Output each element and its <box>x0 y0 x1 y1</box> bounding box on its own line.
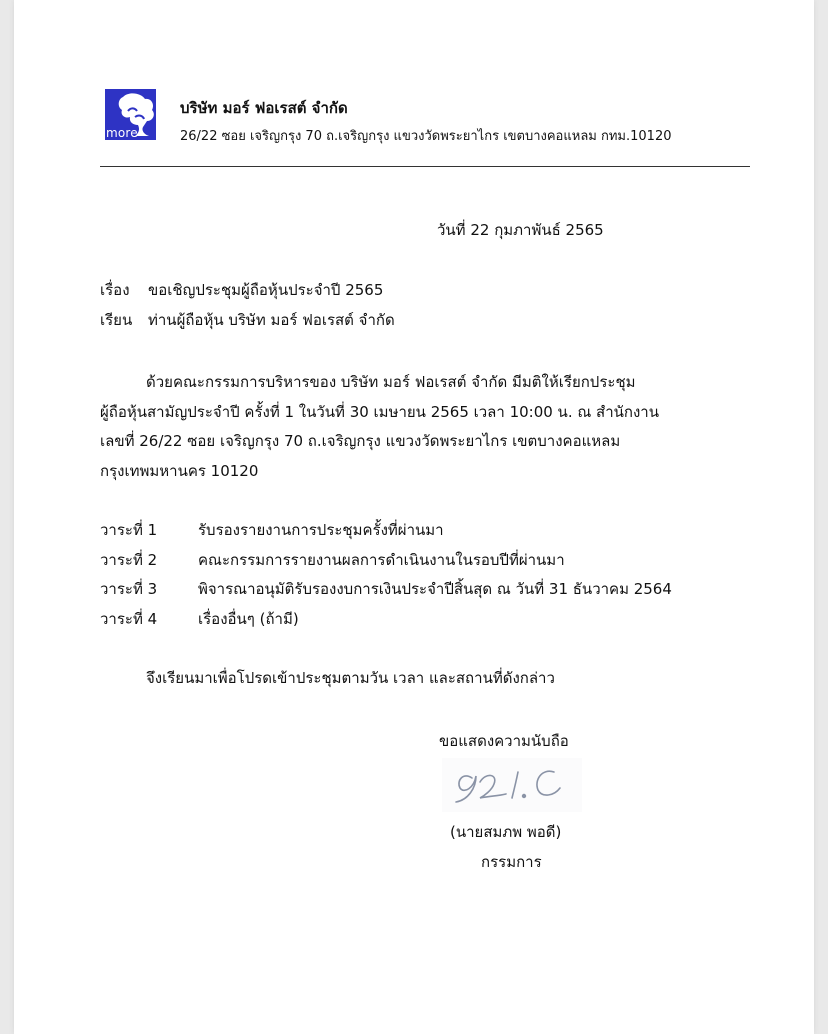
agenda-item <box>100 516 672 546</box>
agenda-item <box>100 605 672 635</box>
salutation-label: เรียน <box>100 311 133 329</box>
agenda-item <box>100 546 672 576</box>
agenda-list <box>100 516 672 634</box>
agenda-text: รับรองรายงานการประชุมครั้งที่ผ่านมา <box>198 521 444 539</box>
subject-label: เรื่อง <box>100 281 130 299</box>
body-line: ผู้ถือหุ้นสามัญประจำปี ครั้งที่ 1 ในวันที่ 30 เมษายน 2565 เวลา 10:00 น. ณ สำนักงาน <box>100 402 659 421</box>
letter-page <box>14 0 814 1034</box>
agenda-text: พิจารณาอนุมัติรับรองงบการเงินประจำปีสิ้นสุด ณ วันที่ 31 ธันวาคม 2564 <box>198 580 672 598</box>
body-line: กรุงเทพมหานคร 10120 <box>100 461 259 480</box>
agenda-text: คณะกรรมการรายงานผลการดำเนินงานในรอบปีที่ผ่านมา <box>198 550 565 569</box>
signature-image <box>442 758 582 812</box>
subject-text: ขอเชิญประชุมผู้ถือหุ้นประจำปี 2565 <box>148 281 384 299</box>
agenda-item <box>100 575 672 605</box>
salutation-line <box>100 308 395 332</box>
body-line: เลขที่ 26/22 ซอย เจริญกรุง 70 ถ.เจริญกรุง แขวงวัดพระยาไกร เขตบางคอแหลม <box>100 432 621 450</box>
subject-line <box>100 278 383 302</box>
header-divider <box>100 166 750 167</box>
company-name: บริษัท มอร์ ฟอเรสต์ จำกัด <box>180 99 348 117</box>
agenda-label: วาระที่ 2 <box>100 550 158 569</box>
signer-name: (นายสมภพ พอดี) <box>450 823 562 841</box>
closing-sentence: จึงเรียนมาเพื่อโปรดเข้าประชุมตามวัน เวลา และสถานที่ดังกล่าว <box>146 669 555 687</box>
agenda-label: วาระที่ 4 <box>100 609 158 628</box>
company-logo <box>105 89 156 140</box>
logo-text: more <box>106 126 138 140</box>
company-address: 26/22 ซอย เจริญกรุง 70 ถ.เจริญกรุง แขวงวัดพระยาไกร เขตบางคอแหลม กทม.10120 <box>180 129 672 144</box>
signer-title: กรรมการ <box>481 853 542 871</box>
salutation-text: ท่านผู้ถือหุ้น บริษัท มอร์ ฟอเรสต์ จำกัด <box>148 311 395 329</box>
body-line: ด้วยคณะกรรมการบริหารของ บริษัท มอร์ ฟอเรสต์ จำกัด มีมติให้เรียกประชุม <box>146 373 636 391</box>
agenda-label: วาระที่ 3 <box>100 580 158 598</box>
regards-text: ขอแสดงความนับถือ <box>439 732 569 750</box>
body-paragraph <box>100 368 740 486</box>
agenda-label: วาระที่ 1 <box>100 521 158 539</box>
letter-date: วันที่ 22 กุมภาพันธ์ 2565 <box>437 221 604 239</box>
agenda-text: เรื่องอื่นๆ (ถ้ามี) <box>198 609 299 628</box>
